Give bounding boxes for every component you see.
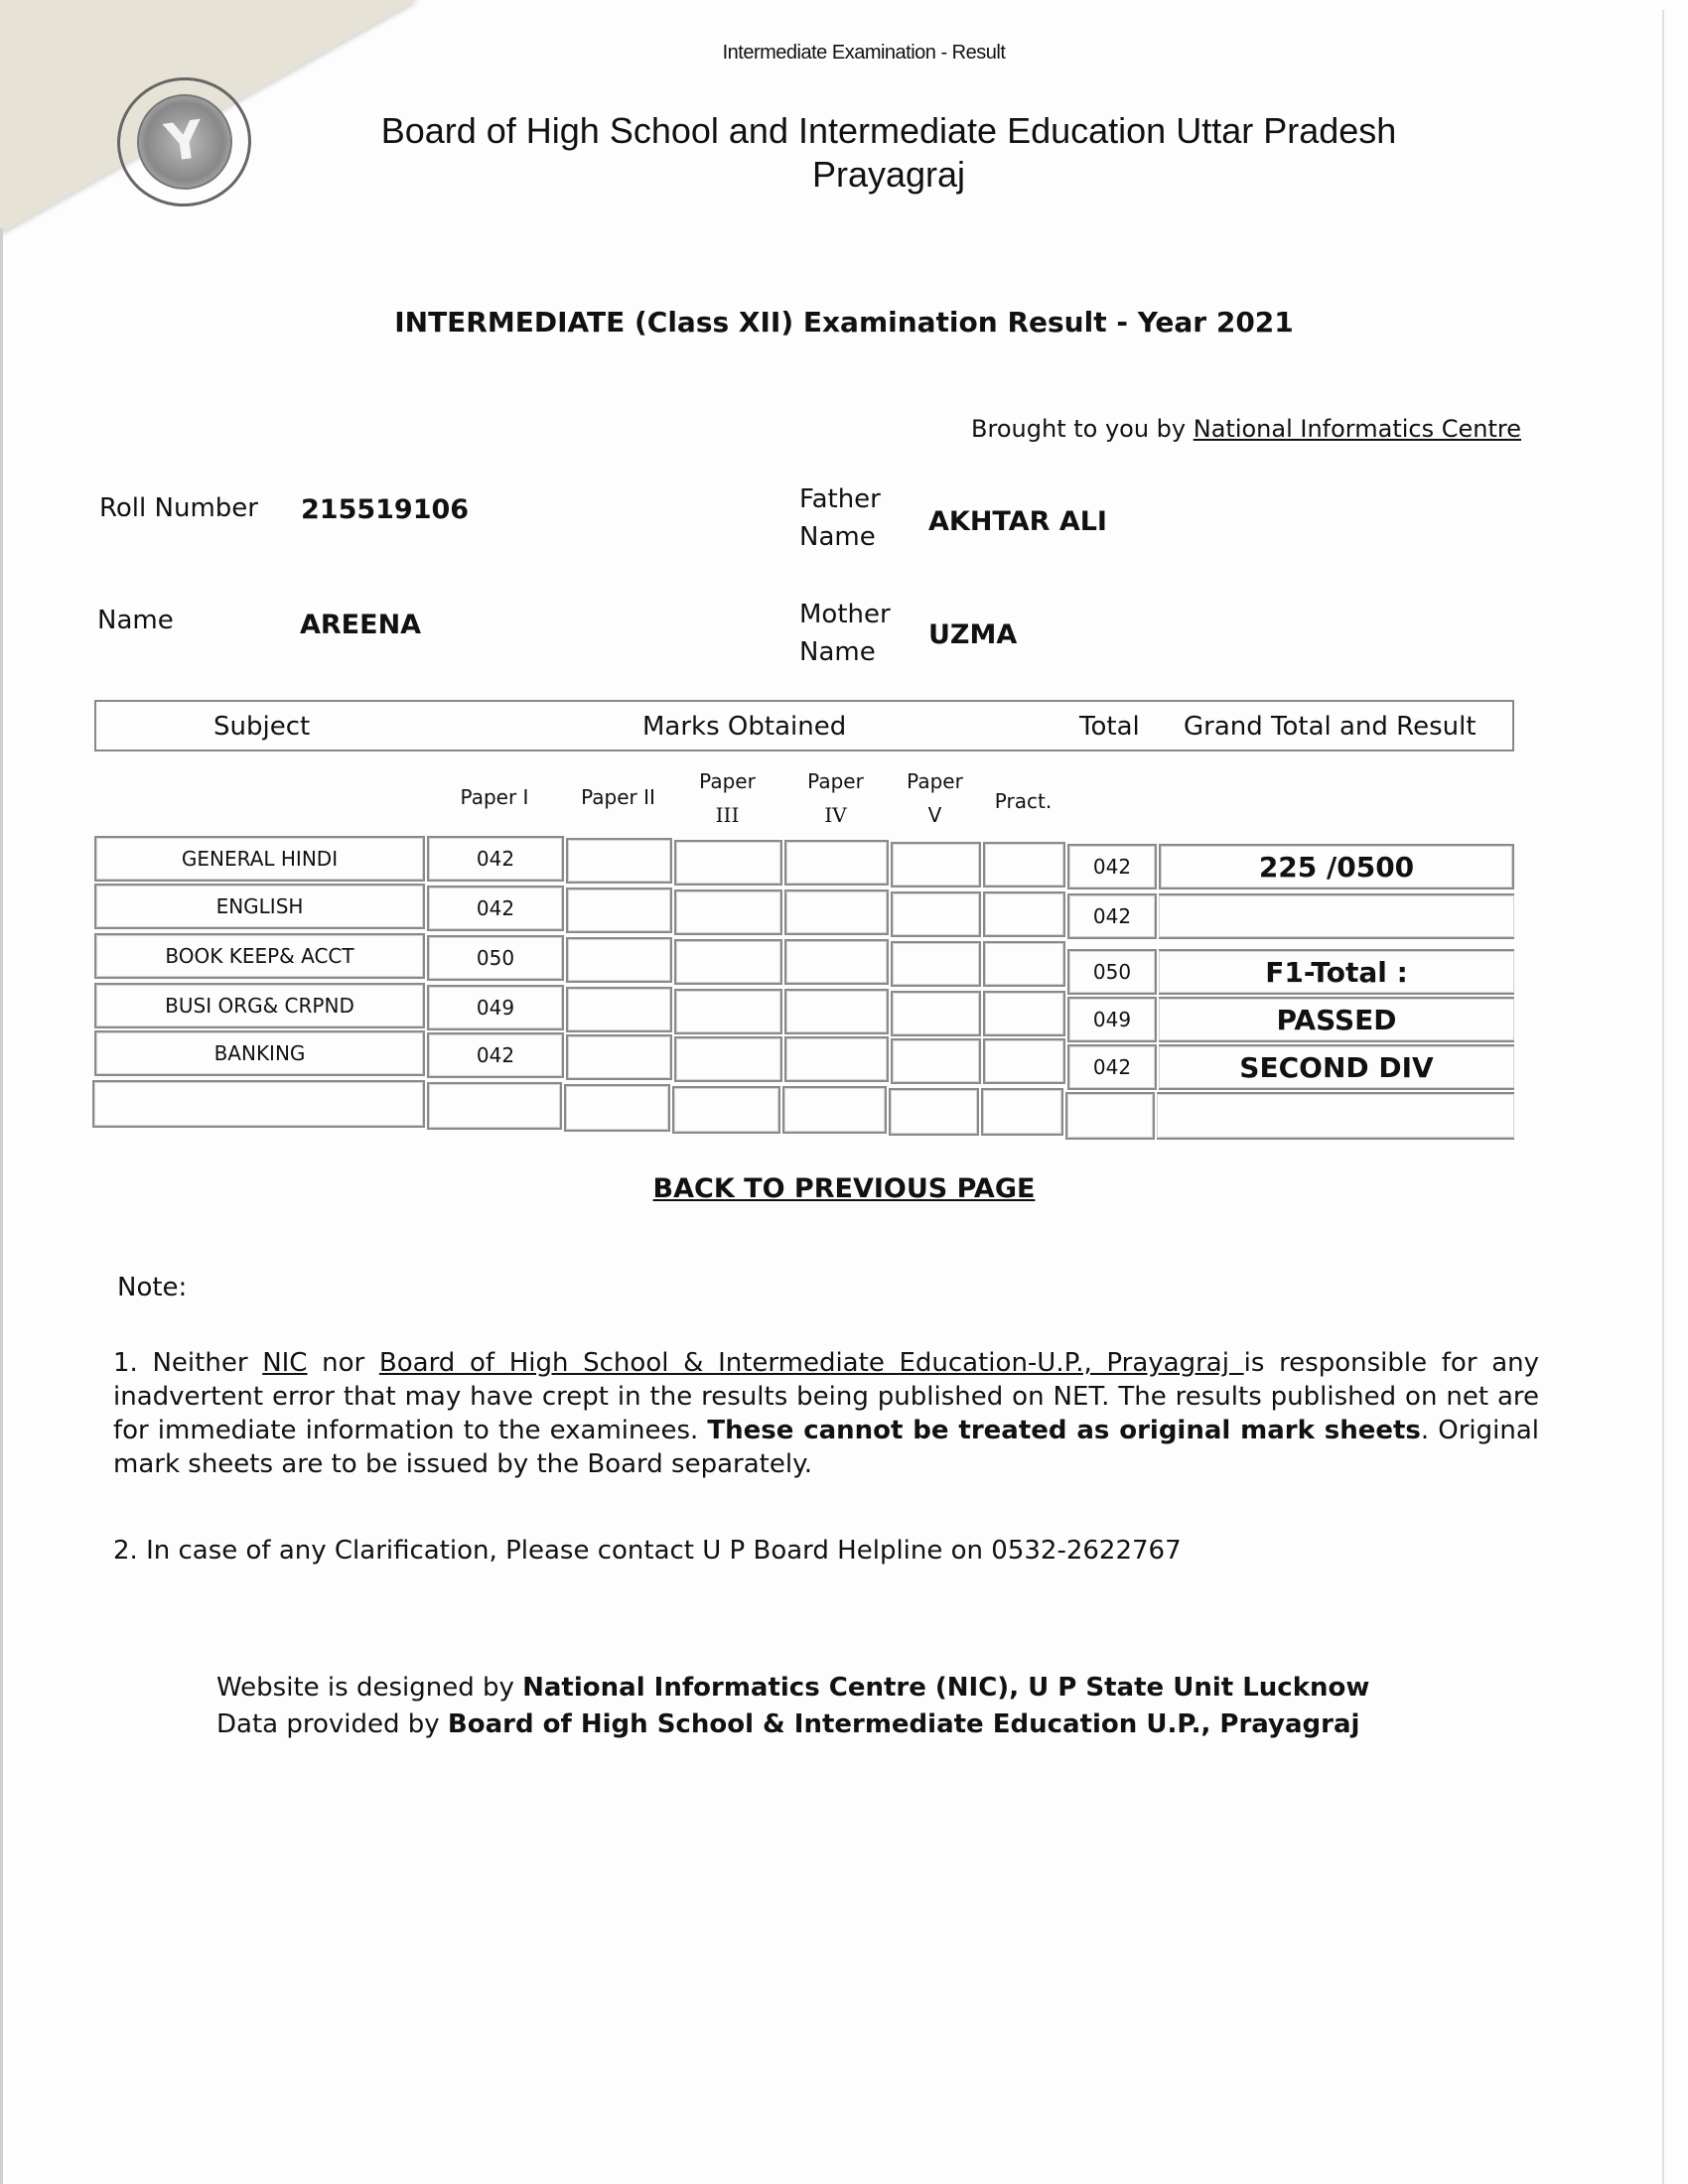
col-header-paper-1	[425, 780, 564, 814]
mother-label-line2: Name	[799, 637, 876, 667]
paper-2-label: Paper II	[581, 785, 655, 809]
footer-line2-prefix: Data provided by	[216, 1709, 448, 1739]
row-3-practical	[983, 991, 1065, 1036]
col-header-practical	[981, 784, 1065, 818]
col-header-grand-total: Grand Total and Result	[1184, 712, 1477, 742]
row-1-paper-5	[891, 891, 981, 937]
paper-4-label1: Paper	[807, 769, 864, 793]
row-5-paper-1	[427, 1082, 562, 1130]
mother-label-line1: Mother	[799, 600, 891, 629]
row-2-subject: BOOK KEEP& ACCT	[94, 933, 425, 979]
paper-5-label1: Paper	[907, 769, 963, 793]
col-header-subject: Subject	[213, 712, 311, 742]
row-1-paper-1: 042	[427, 886, 564, 931]
row-3-paper-3	[674, 989, 782, 1034]
col-header-paper-4	[782, 764, 889, 832]
note-1-text: is responsible for any inadvertent error that may have crept in the results being published on NET. The results published on net are for immediate information to the examinees.	[113, 1348, 1539, 1445]
footer-nic-name: National Informatics Centre (NIC), U P State Unit Lucknow	[522, 1673, 1370, 1703]
f1-total-label: F1-Total :	[1159, 949, 1514, 995]
row-5-paper-3	[672, 1086, 780, 1134]
board-title-line2: Prayagraj	[811, 154, 966, 195]
col-header-paper-2	[564, 780, 672, 814]
name-value: AREENA	[300, 610, 422, 640]
father-label-line2: Name	[799, 522, 876, 552]
footer-board-name: Board of High School & Intermediate Education U.P., Prayagraj	[447, 1709, 1360, 1739]
board-title-line1: Board of High School and Intermediate Education Uttar Pradesh	[380, 110, 1397, 151]
row-1-subject: ENGLISH	[94, 884, 425, 929]
row-2-paper-5	[891, 941, 981, 987]
practical-label: Pract.	[994, 789, 1053, 813]
row-4-subject: BANKING	[94, 1030, 425, 1076]
footer-line1-prefix: Website is designed by	[216, 1673, 523, 1703]
row-3-paper-4	[784, 989, 889, 1034]
marks-table-header	[94, 700, 1514, 751]
row-2-paper-4	[784, 939, 889, 985]
row-0-paper-5	[891, 842, 981, 887]
row-3-paper-1: 049	[427, 985, 564, 1030]
row-5-practical	[981, 1088, 1063, 1136]
row-3-total: 049	[1067, 997, 1157, 1042]
note-1	[113, 1346, 1539, 1481]
credit-prefix: Brought to you by	[971, 415, 1194, 443]
note-1-warning: These cannot be treated as original mark sheets	[707, 1416, 1421, 1445]
row-3-paper-2	[566, 987, 672, 1032]
row-5-result	[1157, 1092, 1514, 1140]
row-0-subject: GENERAL HINDI	[94, 836, 425, 882]
note-1-end: . Original mark sheets are to be issued by the Board separately.	[113, 1416, 1539, 1479]
row-4-paper-5	[891, 1038, 981, 1084]
row-4-paper-3	[674, 1036, 782, 1082]
paper-3-label2: III	[715, 803, 740, 827]
row-2-practical	[983, 941, 1065, 987]
col-header-paper-3	[672, 764, 782, 832]
row-1-paper-4	[784, 889, 889, 935]
row-1-paper-3	[674, 889, 782, 935]
row-0-paper-4	[784, 840, 889, 886]
back-to-previous-page-link[interactable]: BACK TO PREVIOUS PAGE	[652, 1173, 1036, 1204]
row-5-total	[1065, 1092, 1155, 1140]
roll-number-label: Roll Number	[99, 493, 258, 523]
father-name-label	[799, 480, 881, 556]
page-subtitle: Intermediate Examination - Result	[722, 42, 1006, 64]
paper-3-label1: Paper	[699, 769, 756, 793]
row-4-total: 042	[1067, 1044, 1157, 1090]
paper-5-label2: V	[927, 803, 942, 827]
col-header-marks: Marks Obtained	[642, 712, 847, 742]
row-0-paper-3	[674, 840, 782, 886]
paper-1-label: Paper I	[460, 785, 529, 809]
board-title	[0, 109, 1688, 197]
row-0-total: 042	[1067, 844, 1157, 889]
mother-name-label	[799, 596, 891, 671]
row-4-paper-2	[566, 1034, 672, 1080]
row-5-paper-4	[782, 1086, 887, 1134]
grand-total-value: 225 /0500	[1159, 844, 1514, 889]
name-label: Name	[97, 606, 174, 635]
nic-link[interactable]: National Informatics Centre	[1193, 415, 1521, 443]
mother-name-value: UZMA	[928, 619, 1018, 650]
row-5-subject	[92, 1080, 425, 1128]
credit-line	[971, 415, 1521, 443]
row-5-paper-2	[564, 1084, 670, 1132]
row-4-paper-1: 042	[427, 1032, 564, 1078]
row-3-paper-5	[891, 991, 981, 1036]
row-4-practical	[983, 1038, 1065, 1084]
row-2-paper-1: 050	[427, 935, 564, 981]
emblem-glyph: Y	[130, 88, 237, 196]
note-2-helpline: 2. In case of any Clarification, Please contact U P Board Helpline on 0532-2622767	[113, 1536, 1182, 1566]
result-status: PASSED	[1159, 997, 1514, 1042]
row-5-paper-5	[889, 1088, 979, 1136]
back-link-container	[0, 1173, 1688, 1204]
note-1-mid: nor	[307, 1348, 379, 1378]
row-2-paper-3	[674, 939, 782, 985]
nic-note-link[interactable]: NIC	[262, 1348, 308, 1378]
paper-4-label2: IV	[824, 803, 847, 827]
row-3-subject: BUSI ORG& CRPND	[94, 983, 425, 1028]
col-header-paper-5	[889, 764, 981, 832]
row-4-paper-4	[784, 1036, 889, 1082]
row-1-total: 042	[1067, 893, 1157, 939]
row-0-paper-2	[566, 838, 672, 884]
row-2-paper-2	[566, 937, 672, 983]
page-title: INTERMEDIATE (Class XII) Examination Result - Year 2021	[394, 306, 1294, 339]
father-name-value: AKHTAR ALI	[928, 506, 1107, 537]
row-1-practical	[983, 891, 1065, 937]
note-1-prefix: 1. Neither	[113, 1348, 263, 1378]
col-header-total: Total	[1079, 712, 1140, 742]
footer-designed-by	[216, 1673, 1369, 1703]
row-1-result	[1159, 893, 1514, 939]
page-left-edge	[0, 228, 3, 2184]
roll-number-value: 215519106	[301, 494, 470, 525]
row-0-practical	[983, 842, 1065, 887]
father-label-line1: Father	[799, 484, 881, 514]
row-0-paper-1: 042	[427, 836, 564, 882]
row-1-paper-2	[566, 887, 672, 933]
note-heading: Note:	[117, 1273, 188, 1302]
division-result: SECOND DIV	[1159, 1044, 1514, 1090]
board-note-link[interactable]: Board of High School & Intermediate Education-U.P., Prayagraj	[378, 1348, 1244, 1378]
row-2-total: 050	[1067, 949, 1157, 995]
footer-data-provided	[216, 1709, 1359, 1739]
